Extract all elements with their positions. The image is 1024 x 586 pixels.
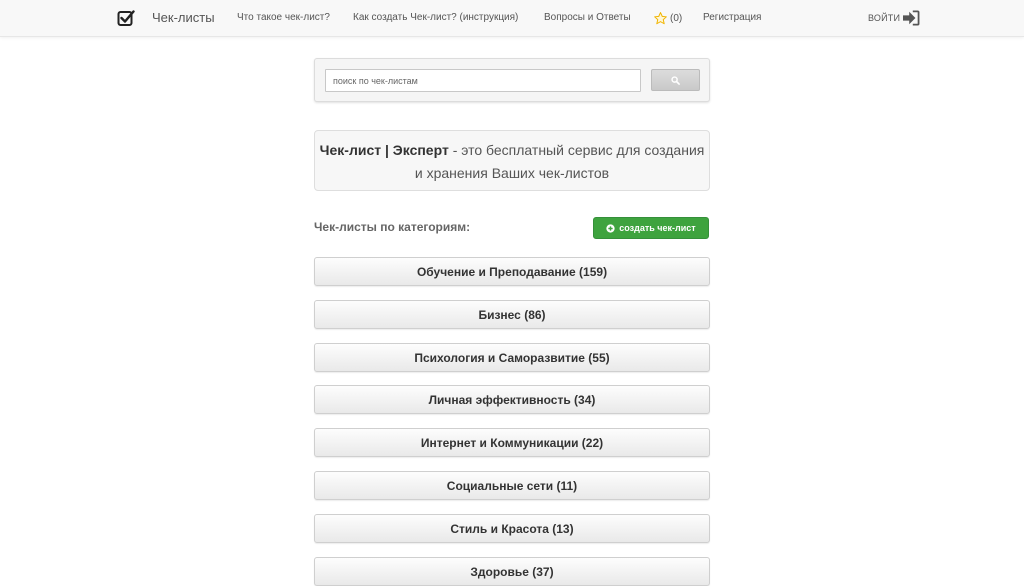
category-psychology[interactable]: Психология и Саморазвитие (55) (314, 343, 710, 372)
nav-link-how-to-create[interactable]: Как создать Чек-лист? (инструкция) (353, 12, 519, 23)
sign-in-arrow-icon (902, 10, 920, 26)
navbar (0, 0, 1024, 37)
search-input[interactable] (325, 69, 641, 92)
nav-link-what-is[interactable]: Что такое чек-лист? (237, 12, 330, 23)
category-style-beauty[interactable]: Стиль и Красота (13) (314, 514, 710, 543)
category-health[interactable]: Здоровье (37) (314, 557, 710, 586)
login-label: ВОЙТИ (868, 13, 901, 23)
category-business[interactable]: Бизнес (86) (314, 300, 710, 329)
nav-link-register[interactable]: Регистрация (703, 12, 762, 23)
intro-text: - это бесплатный сервис для создания и хранения Ваших чек-листов (414, 142, 705, 181)
category-social-networks[interactable]: Социальные сети (11) (314, 471, 710, 500)
categories-heading: Чек-листы по категориям: (314, 220, 471, 234)
search-icon (671, 76, 680, 85)
star-outline-icon (653, 11, 668, 26)
favorites-link[interactable] (653, 9, 682, 27)
category-teaching[interactable]: Обучение и Преподавание (159) (314, 257, 710, 286)
search-button[interactable] (651, 69, 700, 91)
search-panel (314, 58, 710, 102)
login-link[interactable] (868, 9, 920, 27)
nav-link-faq[interactable]: Вопросы и Ответы (544, 12, 631, 23)
intro-service-name: Чек-лист | Эксперт (319, 142, 449, 158)
nav-brand[interactable]: Чек-листы (152, 10, 215, 25)
category-personal-efficiency[interactable]: Личная эффективность (34) (314, 385, 710, 414)
favorites-count: (0) (670, 12, 683, 24)
intro-panel (314, 130, 710, 191)
create-checklist-button[interactable] (593, 217, 709, 239)
checkbox-checked-icon[interactable] (117, 9, 135, 27)
plus-circle-icon (606, 224, 615, 233)
category-internet[interactable]: Интернет и Коммуникации (22) (314, 428, 710, 457)
create-checklist-label: создать чек-лист (619, 223, 696, 233)
